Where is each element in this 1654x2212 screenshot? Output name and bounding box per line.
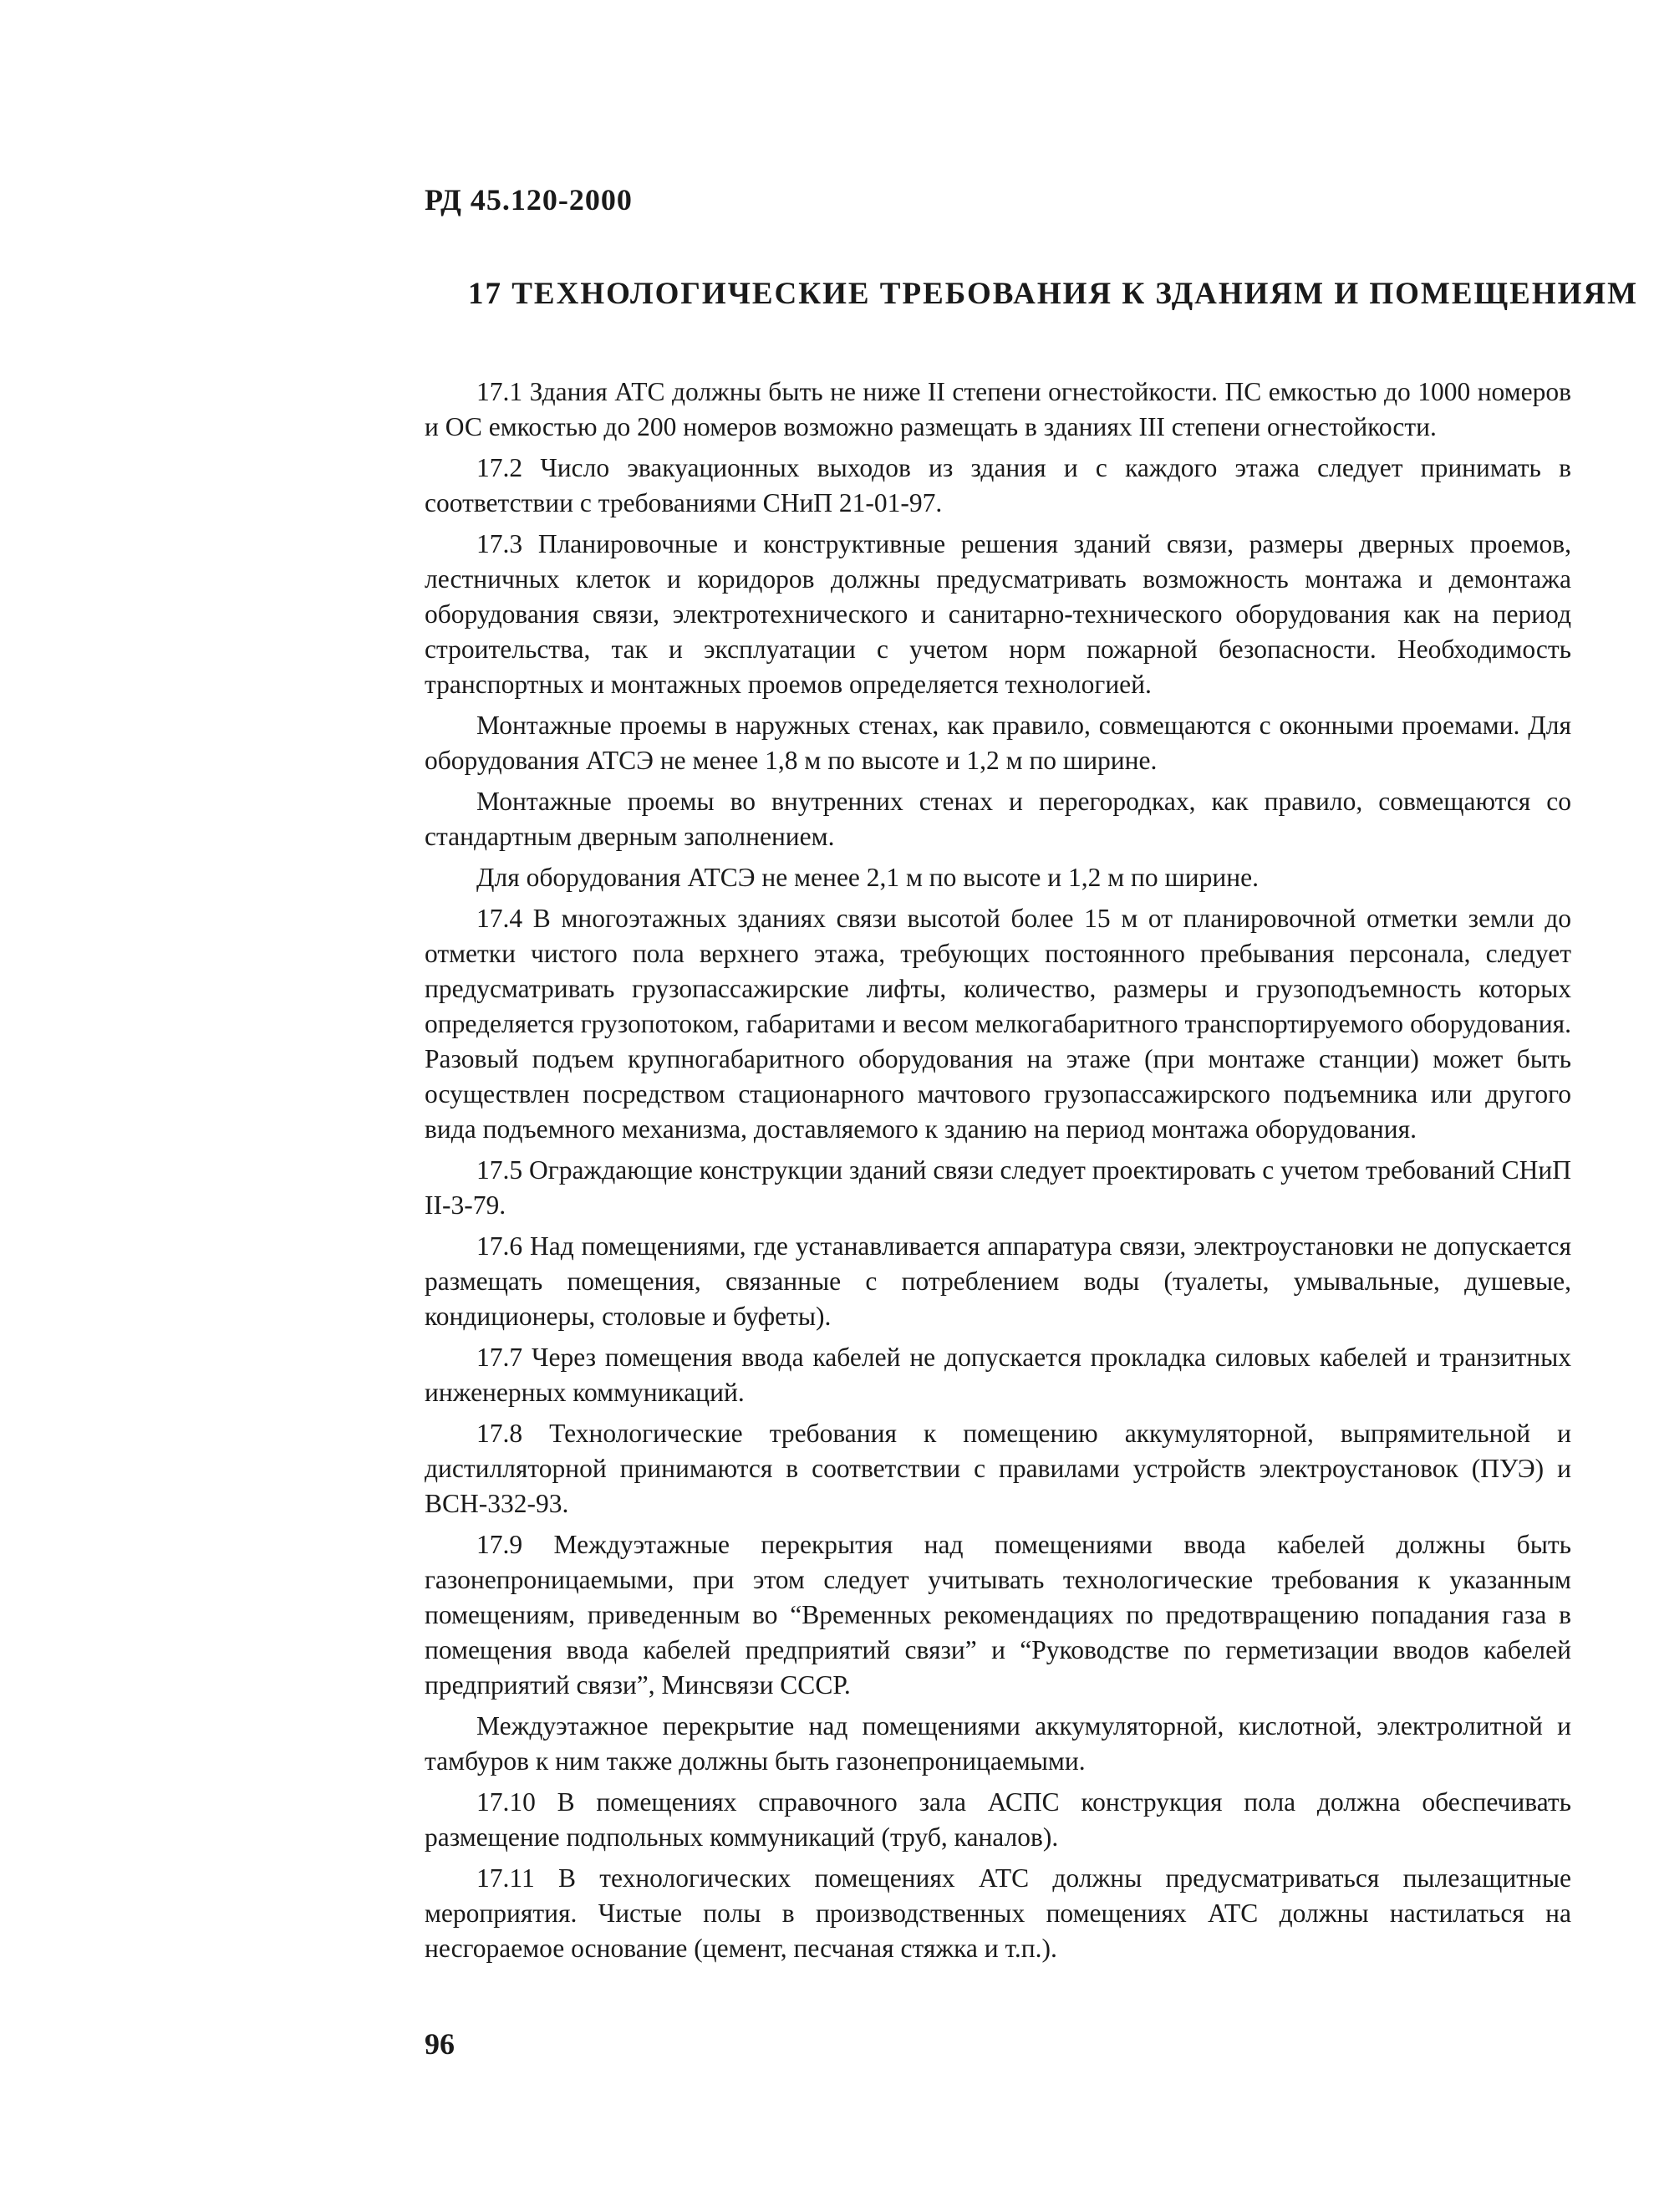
body-text bbox=[425, 375, 1571, 1972]
paragraph-atse-dimensions: Для оборудования АТСЭ не менее 2,1 м по высоте и 1,2 м по ширине. bbox=[476, 863, 1259, 892]
paragraph-gas-tight-floors: Междуэтажное перекрытие над помещениями аккумуляторной, кислотной, электролитной и тамбуров к ним также должны быть газонепроницаемыми. bbox=[425, 1711, 1571, 1776]
paragraph-17-11: 17.11 В технологических помещениях АТС должны предусматриваться пылезащитные мероприятия. Чистые полы в производственных помещениях АТС должны настилаться на несгораемое основание (цемент, песчаная стяжка и т.п.). bbox=[425, 1863, 1571, 1963]
paragraph-17-5: 17.5 Ограждающие конструкции зданий связи следует проектировать с учетом требований СНиП II-3-79. bbox=[425, 1155, 1571, 1220]
page-number: 96 bbox=[425, 2027, 455, 2061]
paragraph-17-10: 17.10 В помещениях справочного зала АСПС конструкция пола должна обеспечивать размещение подпольных коммуникаций (труб, каналов). bbox=[425, 1787, 1571, 1852]
paragraph-inner-wall-openings: Монтажные проемы во внутренних стенах и перегородках, как правило, совмещаются со стандартным дверным заполнением. bbox=[425, 787, 1571, 851]
section-title: 17 ТЕХНОЛОГИЧЕСКИЕ ТРЕБОВАНИЯ К ЗДАНИЯМ И ПОМЕЩЕНИЯМ bbox=[468, 277, 1639, 311]
paragraph-17-3: 17.3 Планировочные и конструктивные решения зданий связи, размеры дверных проемов, лестничных клеток и коридоров должны предусматривать возможность монтажа и демонтажа оборудования связи, электротехнического и санитарно-технического оборудования как на период строительства, так и эксплуатации с учетом норм пожарной безопасности. Необходимость транспортных и монтажных проемов определяется технологией. bbox=[425, 529, 1571, 699]
paragraph-17-7: 17.7 Через помещения ввода кабелей не допускается прокладка силовых кабелей и транзитных инженерных коммуникаций. bbox=[425, 1343, 1571, 1407]
paragraph-17-2: 17.2 Число эвакуационных выходов из здания и с каждого этажа следует принимать в соответствии с требованиями СНиП 21-01-97. bbox=[425, 453, 1571, 517]
paragraph-17-9: 17.9 Междуэтажные перекрытия над помещениями ввода кабелей должны быть газонепроницаемыми, при этом следует учитывать технологические требования к указанным помещениям, приведенным во “Временных рекомендациях по предотвращению попадания газа в помещения ввода кабелей предприятий связи” и “Руководстве по герметизации вводов кабелей предприятий связи”, Минсвязи СССР. bbox=[425, 1530, 1571, 1700]
paragraph-17-1: 17.1 Здания АТС должны быть не ниже II степени огнестойкости. ПС емкостью до 1000 номеров и ОС емкостью до 200 номеров возможно размещать в зданиях III степени огнестойкости. bbox=[425, 377, 1571, 441]
paragraph-17-6: 17.6 Над помещениями, где устанавливается аппаратура связи, электроустановки не допускается размещать помещения, связанные с потреблением воды (туалеты, умывальные, душевые, кондиционеры, столовые и буфеты). bbox=[425, 1231, 1571, 1331]
paragraph-outer-wall-openings: Монтажные проемы в наружных стенах, как правило, совмещаются с оконными проемами. Для оборудования АТСЭ не менее 1,8 м по высоте и 1,2 м по ширине. bbox=[425, 711, 1571, 775]
paragraph-17-4: 17.4 В многоэтажных зданиях связи высотой более 15 м от планировочной отметки земли до отметки чистого пола верхнего этажа, требующих постоянного пребывания персонала, следует предусматривать грузопассажирские лифты, количество, размеры и грузоподъемность которых определяется грузопотоком, габаритами и весом мелкогабаритного транспортируемого оборудования. Разовый подъем крупногабаритного оборудования на этаже (при монтаже станции) может быть осуществлен посредством стационарного мачтового грузопассажирского подъемника или другого вида подъемного механизма, доставляемого к зданию на период монтажа оборудования. bbox=[425, 904, 1571, 1144]
paragraph-17-8: 17.8 Технологические требования к помещению аккумуляторной, выпрямительной и дистилляторной принимаются в соответствии с правилами устройств электроустановок (ПУЭ) и ВСН-332-93. bbox=[425, 1419, 1571, 1518]
document-code: РД 45.120-2000 bbox=[425, 183, 633, 217]
